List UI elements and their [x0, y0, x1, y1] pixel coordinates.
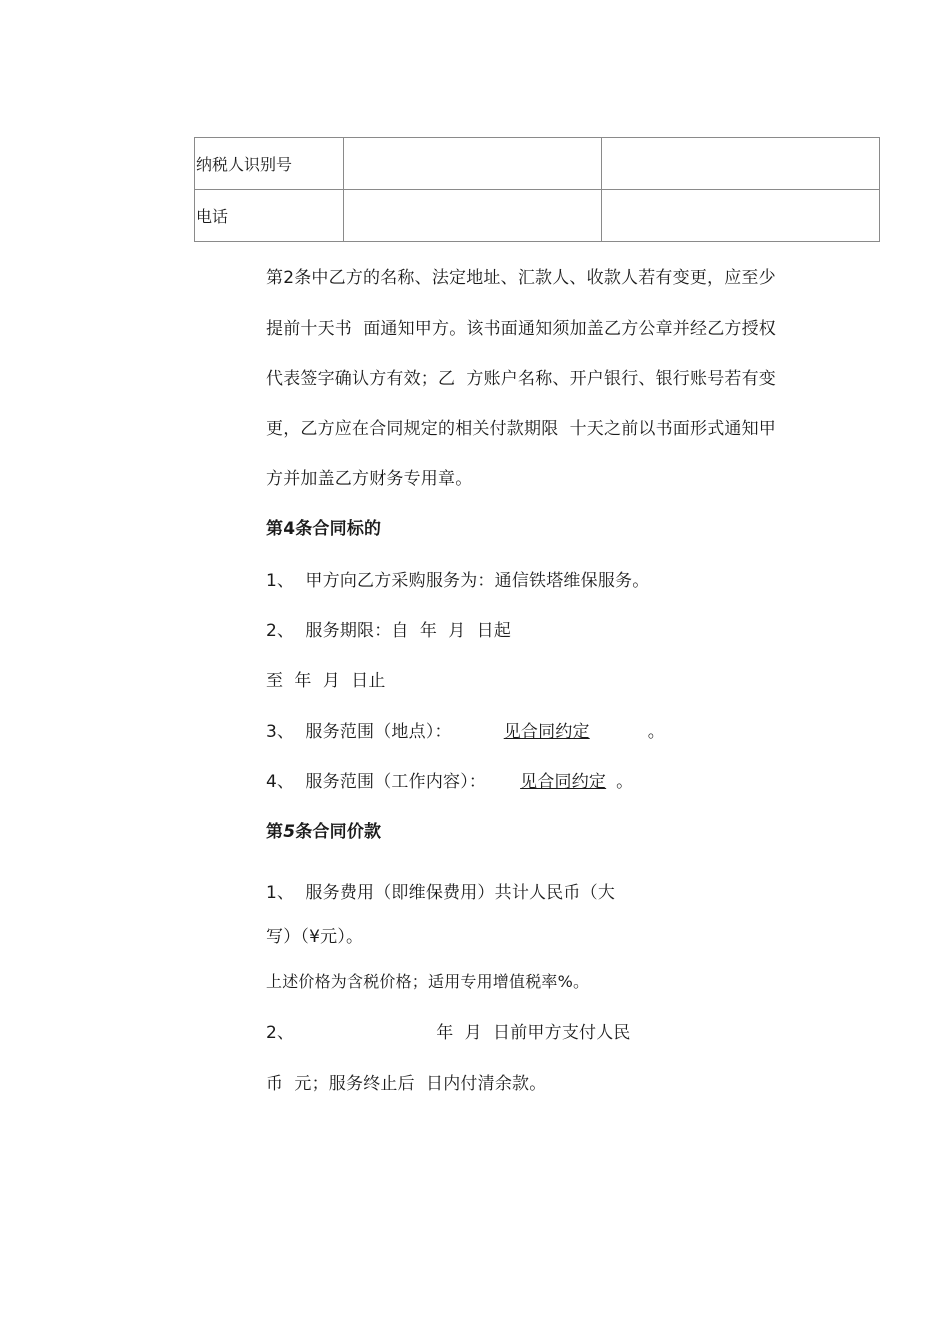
paragraph-line: 代表签字确认方有效；乙 方账户名称、开户银行、银行账号若有变	[266, 369, 777, 389]
article-5-item-2-cont: 币 元；服务终止后 日内付清余款。	[266, 1074, 547, 1094]
item-value: 见合同约定	[503, 722, 590, 742]
paragraph-line: 提前十天书 面通知甲方。该书面通知须加盖乙方公章并经乙方授权	[266, 319, 777, 339]
item-end: 。	[647, 722, 665, 742]
article-4-item-3	[266, 721, 665, 743]
item-text: 年 月 日前甲方支付人民	[436, 1023, 631, 1043]
article-5-item-1: 1、 服务费用（即维保费用）共计人民币（大	[266, 883, 616, 903]
article-5-item-2	[266, 1022, 631, 1044]
item-end: 。	[616, 772, 634, 792]
heading-number: 4	[283, 519, 296, 539]
heading-prefix: 第	[266, 822, 284, 842]
article-5-item-1-cont: 写）（¥元）。	[266, 927, 364, 947]
heading-text: 条合同价款	[295, 822, 382, 842]
article-5-tax-note: 上述价格为含税价格；适用专用增值税率%。	[266, 972, 590, 991]
table-cell-taxpayer-id-label: 纳税人识别号	[195, 138, 344, 190]
paragraph-line: 第2条中乙方的名称、法定地址、汇款人、收款人若有变更，应至少	[266, 268, 776, 288]
table-cell	[602, 138, 880, 190]
item-label: 3、 服务范围（地点）：	[266, 722, 452, 742]
heading-prefix: 第	[266, 519, 284, 539]
table-cell	[344, 138, 602, 190]
article-4-item-1: 1、 甲方向乙方采购服务为：通信铁塔维保服务。	[266, 571, 650, 591]
article-4-heading	[266, 518, 381, 540]
paragraph-line: 更，乙方应在合同规定的相关付款期限 十天之前以书面形式通知甲	[266, 419, 777, 439]
table-cell-phone-label: 电话	[195, 190, 344, 242]
item-label: 2、	[266, 1023, 295, 1043]
heading-text: 条合同标的	[295, 519, 382, 539]
article-4-item-4	[266, 771, 633, 793]
article-4-item-2: 2、 服务期限：自 年 月 日起	[266, 621, 512, 641]
paragraph-line: 方并加盖乙方财务专用章。	[266, 469, 473, 489]
item-label: 4、 服务范围（工作内容）：	[266, 772, 487, 792]
table-row	[195, 190, 880, 242]
article-4-item-2-cont: 至 年 月 日止	[266, 671, 386, 691]
item-value: 见合同约定	[520, 772, 607, 792]
party-info-table	[194, 137, 880, 242]
article-5-heading	[266, 821, 381, 843]
heading-number: 5	[283, 822, 296, 842]
table-cell	[344, 190, 602, 242]
table-row	[195, 138, 880, 190]
table-cell	[602, 190, 880, 242]
